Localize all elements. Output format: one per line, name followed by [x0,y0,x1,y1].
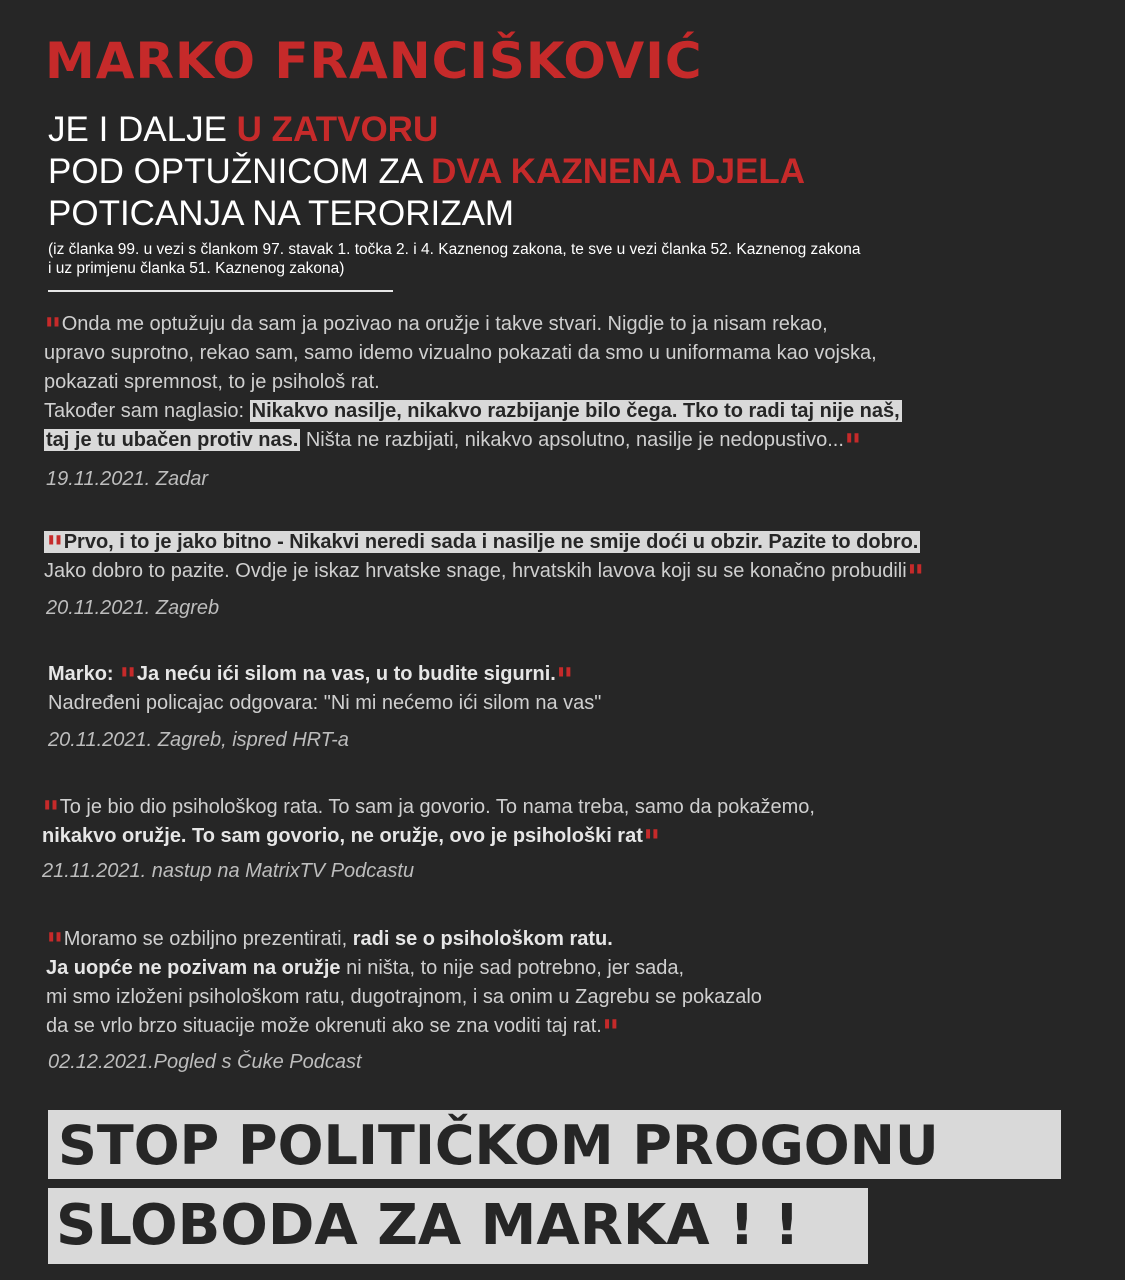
quote-close-mark: " [555,661,574,701]
quote-highlight: Nikakvo nasilje, nikakvo razbijanje bilo čega. Tko to radi taj nije naš, [251,400,900,422]
quote-line [42,822,815,863]
quote-date: 02.12.2021.Pogled s Čuke Podcast [48,1051,362,1073]
quote-2 [44,528,925,598]
quote-text: To je bio dio psihološkog rata. To sam ja govorio. To nama treba, samo da pokažemo, [59,796,815,818]
quote-date: 21.11.2021. nastup na MatrixTV Podcastu [42,860,415,882]
quote-line [46,1012,762,1053]
quote-line [44,426,902,467]
quote-5 [46,925,762,1053]
quote-open-mark: " [46,926,64,966]
quote-text: Ja neću ići silom na vas, u to budite sigurni. [136,663,556,685]
divider [48,290,393,292]
quote-line [48,660,601,701]
headline-line-1 [48,112,438,147]
headline-highlight: U ZATVORU [236,110,439,149]
quote-line [44,528,924,569]
quote-highlight: taj je tu ubačen protiv nas. [46,429,299,451]
quote-line: mi smo izloženi psihološkom ratu, dugotrajnom, i sa onim u Zagrebu se pokazalo [46,986,762,1008]
quote-line [44,397,902,426]
freedom-banner: SLOBODA ZA MARKA ! ! [48,1188,868,1264]
quote-open-mark: " [44,311,62,351]
quote-line [44,557,925,598]
quote-text: Ništa ne razbijati, nikakvo apsolutno, nasilje je nedopustivo... [300,429,844,451]
stop-banner: STOP POLITIČKOM PROGONU [48,1110,1061,1179]
legal-line: (iz članka 99. u vezi s člankom 97. stavak 1. točka 2. i 4. Kaznenog zakona, te sve u vezi članka 52. Kaznenog zakona [48,241,861,258]
quote-date: 19.11.2021. Zadar [46,468,208,490]
quote-highlight [44,529,920,569]
headline-line-3: POTICANJA NA TERORIZAM [48,194,515,233]
quote-date: 20.11.2021. Zagreb, ispred HRT-a [48,729,349,751]
quote-line: Nadređeni policajac odgovara: "Ni mi nećemo ići silom na vas" [48,692,602,714]
quote-open-mark: " [46,529,64,569]
quote-text: Jako dobro to pazite. Ovdje je iskaz hrvatske snage, hrvatskih lavova koji su se konačno probudili [44,560,907,582]
quote-text: ni ništa, to nije sad potrebno, jer sada, [340,957,685,979]
quote-line [46,925,762,966]
headline-text: JE I DALJE [48,110,237,149]
quote-line: pokazati spremnost, to je psihološ rat. [44,371,380,393]
quote-text: Onda me optužuju da sam ja pozivao na oružje i takve stvari. Nigdje to ja nisam rekao, [61,313,828,335]
quote-text: Također sam naglasio: [44,400,250,422]
quote-3 [48,660,601,718]
quote-text: da se vrlo brzo situacije može okrenuti ako se zna voditi taj rat. [46,1015,602,1037]
legal-reference [48,240,988,278]
quote-date: 20.11.2021. Zagreb [46,597,220,619]
quote-close-mark: " [642,823,661,863]
headline-line-2 [48,154,805,189]
headline-text: POD OPTUŽNICOM ZA [48,152,432,191]
quote-1 [44,310,902,467]
quote-line [44,310,902,351]
legal-line: i uz primjenu članka 51. Kaznenog zakona) [48,260,345,277]
quote-open-mark: " [42,794,60,834]
quote-line [42,793,815,834]
quote-close-mark: " [843,427,862,467]
quote-line: upravo suprotno, rekao sam, samo idemo vizualno pokazati da smo u uniformama kao vojska, [44,342,877,364]
quote-open-mark: " [119,661,137,701]
quote-text: Prvo, i to je jako bitno - Nikakvi neredi sada i nasilje ne smije doći u obzir. Pazite to dobro. [63,531,919,553]
page-title: MARKO FRANCIŠKOVIĆ [45,32,703,90]
quote-text: radi se o psihološkom ratu. [352,928,613,950]
quote-close-mark: " [601,1013,620,1053]
quote-4 [42,793,815,863]
quote-text: Ja uopće ne pozivam na oružje [46,957,341,979]
quote-line [46,954,762,983]
speaker-label: Marko: [48,663,120,685]
headline-highlight: DVA KAZNENA DJELA [431,152,806,191]
quote-text: nikakvo oružje. To sam govorio, ne oružje, ovo je psihološki rat [42,825,643,847]
quote-text: Moramo se ozbiljno prezentirati, [63,928,353,950]
quote-close-mark: " [906,558,925,598]
